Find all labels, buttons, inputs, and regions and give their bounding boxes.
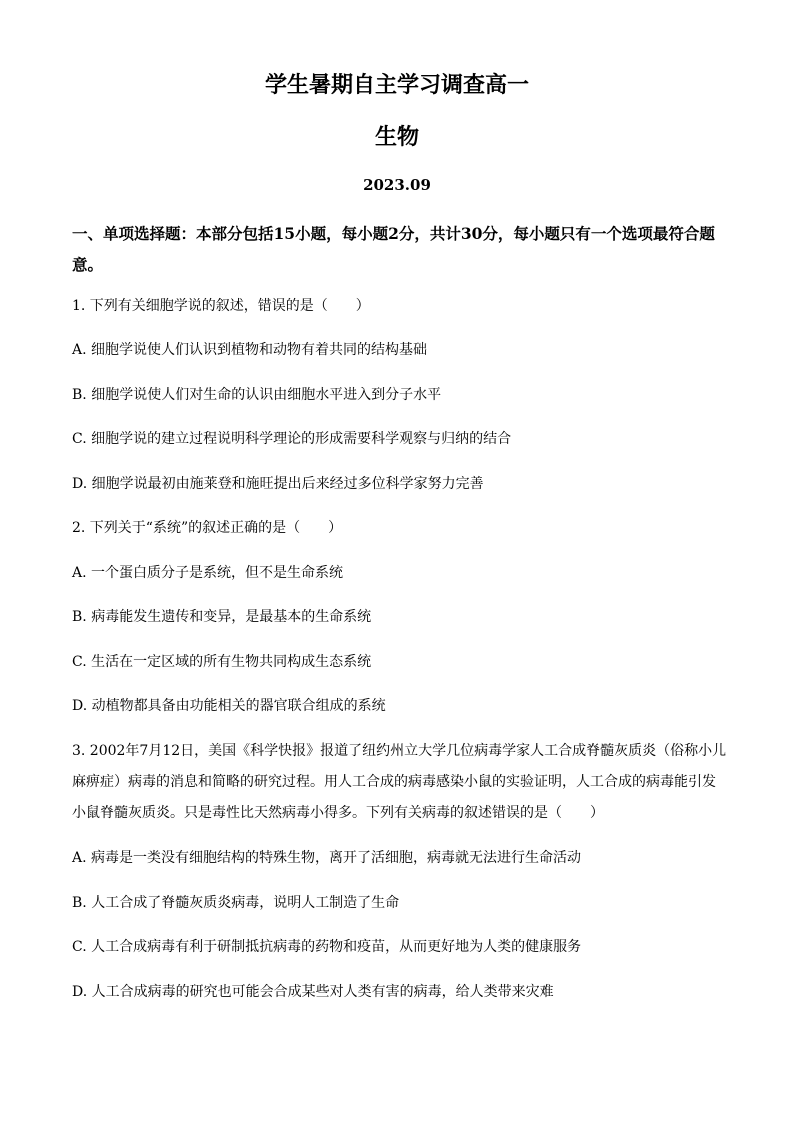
question-3-option-b: B. 人工合成了脊髓灰质炎病毒，说明人工制造了生命 bbox=[72, 895, 400, 911]
page-title: 学生暑期自主学习调查高一 bbox=[264, 72, 529, 98]
question-2-option-a: A. 一个蛋白质分子是系统，但不是生命系统 bbox=[72, 565, 344, 581]
question-1-stem: 1. 下列有关细胞学说的叙述，错误的是（ ） bbox=[72, 298, 370, 314]
exam-date: 2023.09 bbox=[363, 176, 431, 194]
question-3-option-c: C. 人工合成病毒有利于研制抵抗病毒的药物和疫苗，从而更好地为人类的健康服务 bbox=[72, 939, 582, 955]
question-1-option-b: B. 细胞学说使人们对生命的认识由细胞水平进入到分子水平 bbox=[72, 387, 442, 403]
question-1-option-d: D. 细胞学说最初由施莱登和施旺提出后来经过多位科学家努力完善 bbox=[72, 476, 484, 492]
question-3-stem: 3. 2002年7月12日，美国《科学快报》报道了纽约州立大学几位病毒学家人工合成脊髓灰质炎（俗称小儿麻痹症）病毒的消息和简略的研究过程。用人工合成的病毒感染小鼠的实验证明，人工合成的病毒能引发小鼠脊髓灰质炎。只是毒性比天然病毒小得多。下列有关病毒的叙述错误的是（ ） bbox=[72, 743, 727, 821]
question-2-option-d: D. 动植物都具备由功能相关的器官联合组成的系统 bbox=[72, 698, 386, 714]
subject-title: 生物 bbox=[374, 124, 419, 150]
question-3-option-d: D. 人工合成病毒的研究也可能会合成某些对人类有害的病毒，给人类带来灾难 bbox=[72, 984, 554, 1000]
question-2-stem: 2. 下列关于“系统”的叙述正确的是（ ） bbox=[72, 520, 343, 536]
question-3-option-a: A. 病毒是一类没有细胞结构的特殊生物，离开了活细胞，病毒就无法进行生命活动 bbox=[72, 850, 582, 866]
question-1-option-a: A. 细胞学说使人们认识到植物和动物有着共同的结构基础 bbox=[72, 342, 428, 358]
question-2-option-c: C. 生活在一定区域的所有生物共同构成生态系统 bbox=[72, 654, 372, 670]
question-2-option-b: B. 病毒能发生遗传和变异，是最基本的生命系统 bbox=[72, 609, 372, 625]
section-heading: 一、单项选择题：本部分包括15小题，每小题2分，共计30分，每小题只有一个选项最符合题意。 bbox=[72, 224, 715, 274]
question-1-option-c: C. 细胞学说的建立过程说明科学理论的形成需要科学观察与归纳的结合 bbox=[72, 431, 512, 447]
